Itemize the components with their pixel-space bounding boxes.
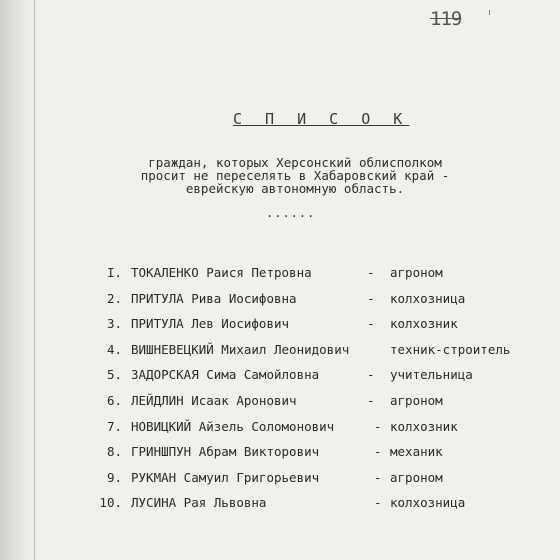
subtitle-line: еврейскую автономную область. [185,181,405,196]
item-number: 4. [106,341,122,357]
person-name: ПРИТУЛА Лев Иосифович [131,316,290,332]
item-number: 9. [106,469,122,485]
list-item [0,316,560,342]
item-number: 5. [106,367,122,383]
list-item [0,265,560,291]
item-number: 2. [106,290,122,306]
people-list [0,265,560,521]
list-item [0,342,560,368]
profession: агроном [390,392,443,408]
list-item [0,444,560,470]
dash: - [367,392,375,408]
item-number: 8. [106,444,122,460]
dash: - [367,316,375,332]
item-number: 3. [106,316,122,332]
separator-dots: ...... [266,206,316,220]
person-name: ЗАДОРСКАЯ Сима Самойловна [131,367,320,383]
dash: - [367,290,375,306]
profession: техник-строитель [390,341,511,357]
list-item [0,495,560,521]
dash: - [374,418,382,434]
person-name: ПРИТУЛА Рива Иосифовна [131,290,297,306]
dash: - [367,265,375,280]
subtitle-line: граждан, которых Херсонский облисполком [148,155,442,170]
list-item [0,291,560,317]
list-item [0,367,560,393]
person-name: ЛЕЙДЛИН Исаак Аронович [131,392,297,408]
document-subtitle [130,156,460,195]
page-number: 119 [430,8,462,30]
person-name: РУКМАН Самуил Григорьевич [131,469,320,485]
profession: колхозник [390,418,458,434]
profession: агроном [390,265,443,280]
item-number: 6. [106,392,122,408]
document-title: С П И С О К [233,110,410,128]
item-number: 10. [99,495,122,511]
dash: - [374,469,382,485]
profession: механик [390,444,443,460]
profession: агроном [390,469,443,485]
pencil-mark [489,10,490,15]
list-item [0,393,560,419]
subtitle-line: просит не переселять в Хабаровский край - [140,168,450,183]
list-item [0,470,560,496]
dash: - [374,495,382,511]
dash: - [374,444,382,460]
item-number: I. [106,265,122,280]
person-name: ТОКАЛЕНКО Раися Петровна [131,265,312,280]
profession: колхозник [390,316,458,332]
profession: учительница [390,367,473,383]
list-item [0,419,560,445]
person-name: ГРИНШПУН Абрам Викторович [131,444,320,460]
person-name: ВИШНЕВЕЦКИЙ Михаил Леонидович [131,341,350,357]
person-name: НОВИЦКИЙ Айзель Соломонович [131,418,335,434]
profession: колхозница [390,290,466,306]
profession: колхозница [390,495,466,511]
person-name: ЛУСИНА Рая Львовна [131,495,267,511]
dash: - [367,367,375,383]
item-number: 7. [106,418,122,434]
